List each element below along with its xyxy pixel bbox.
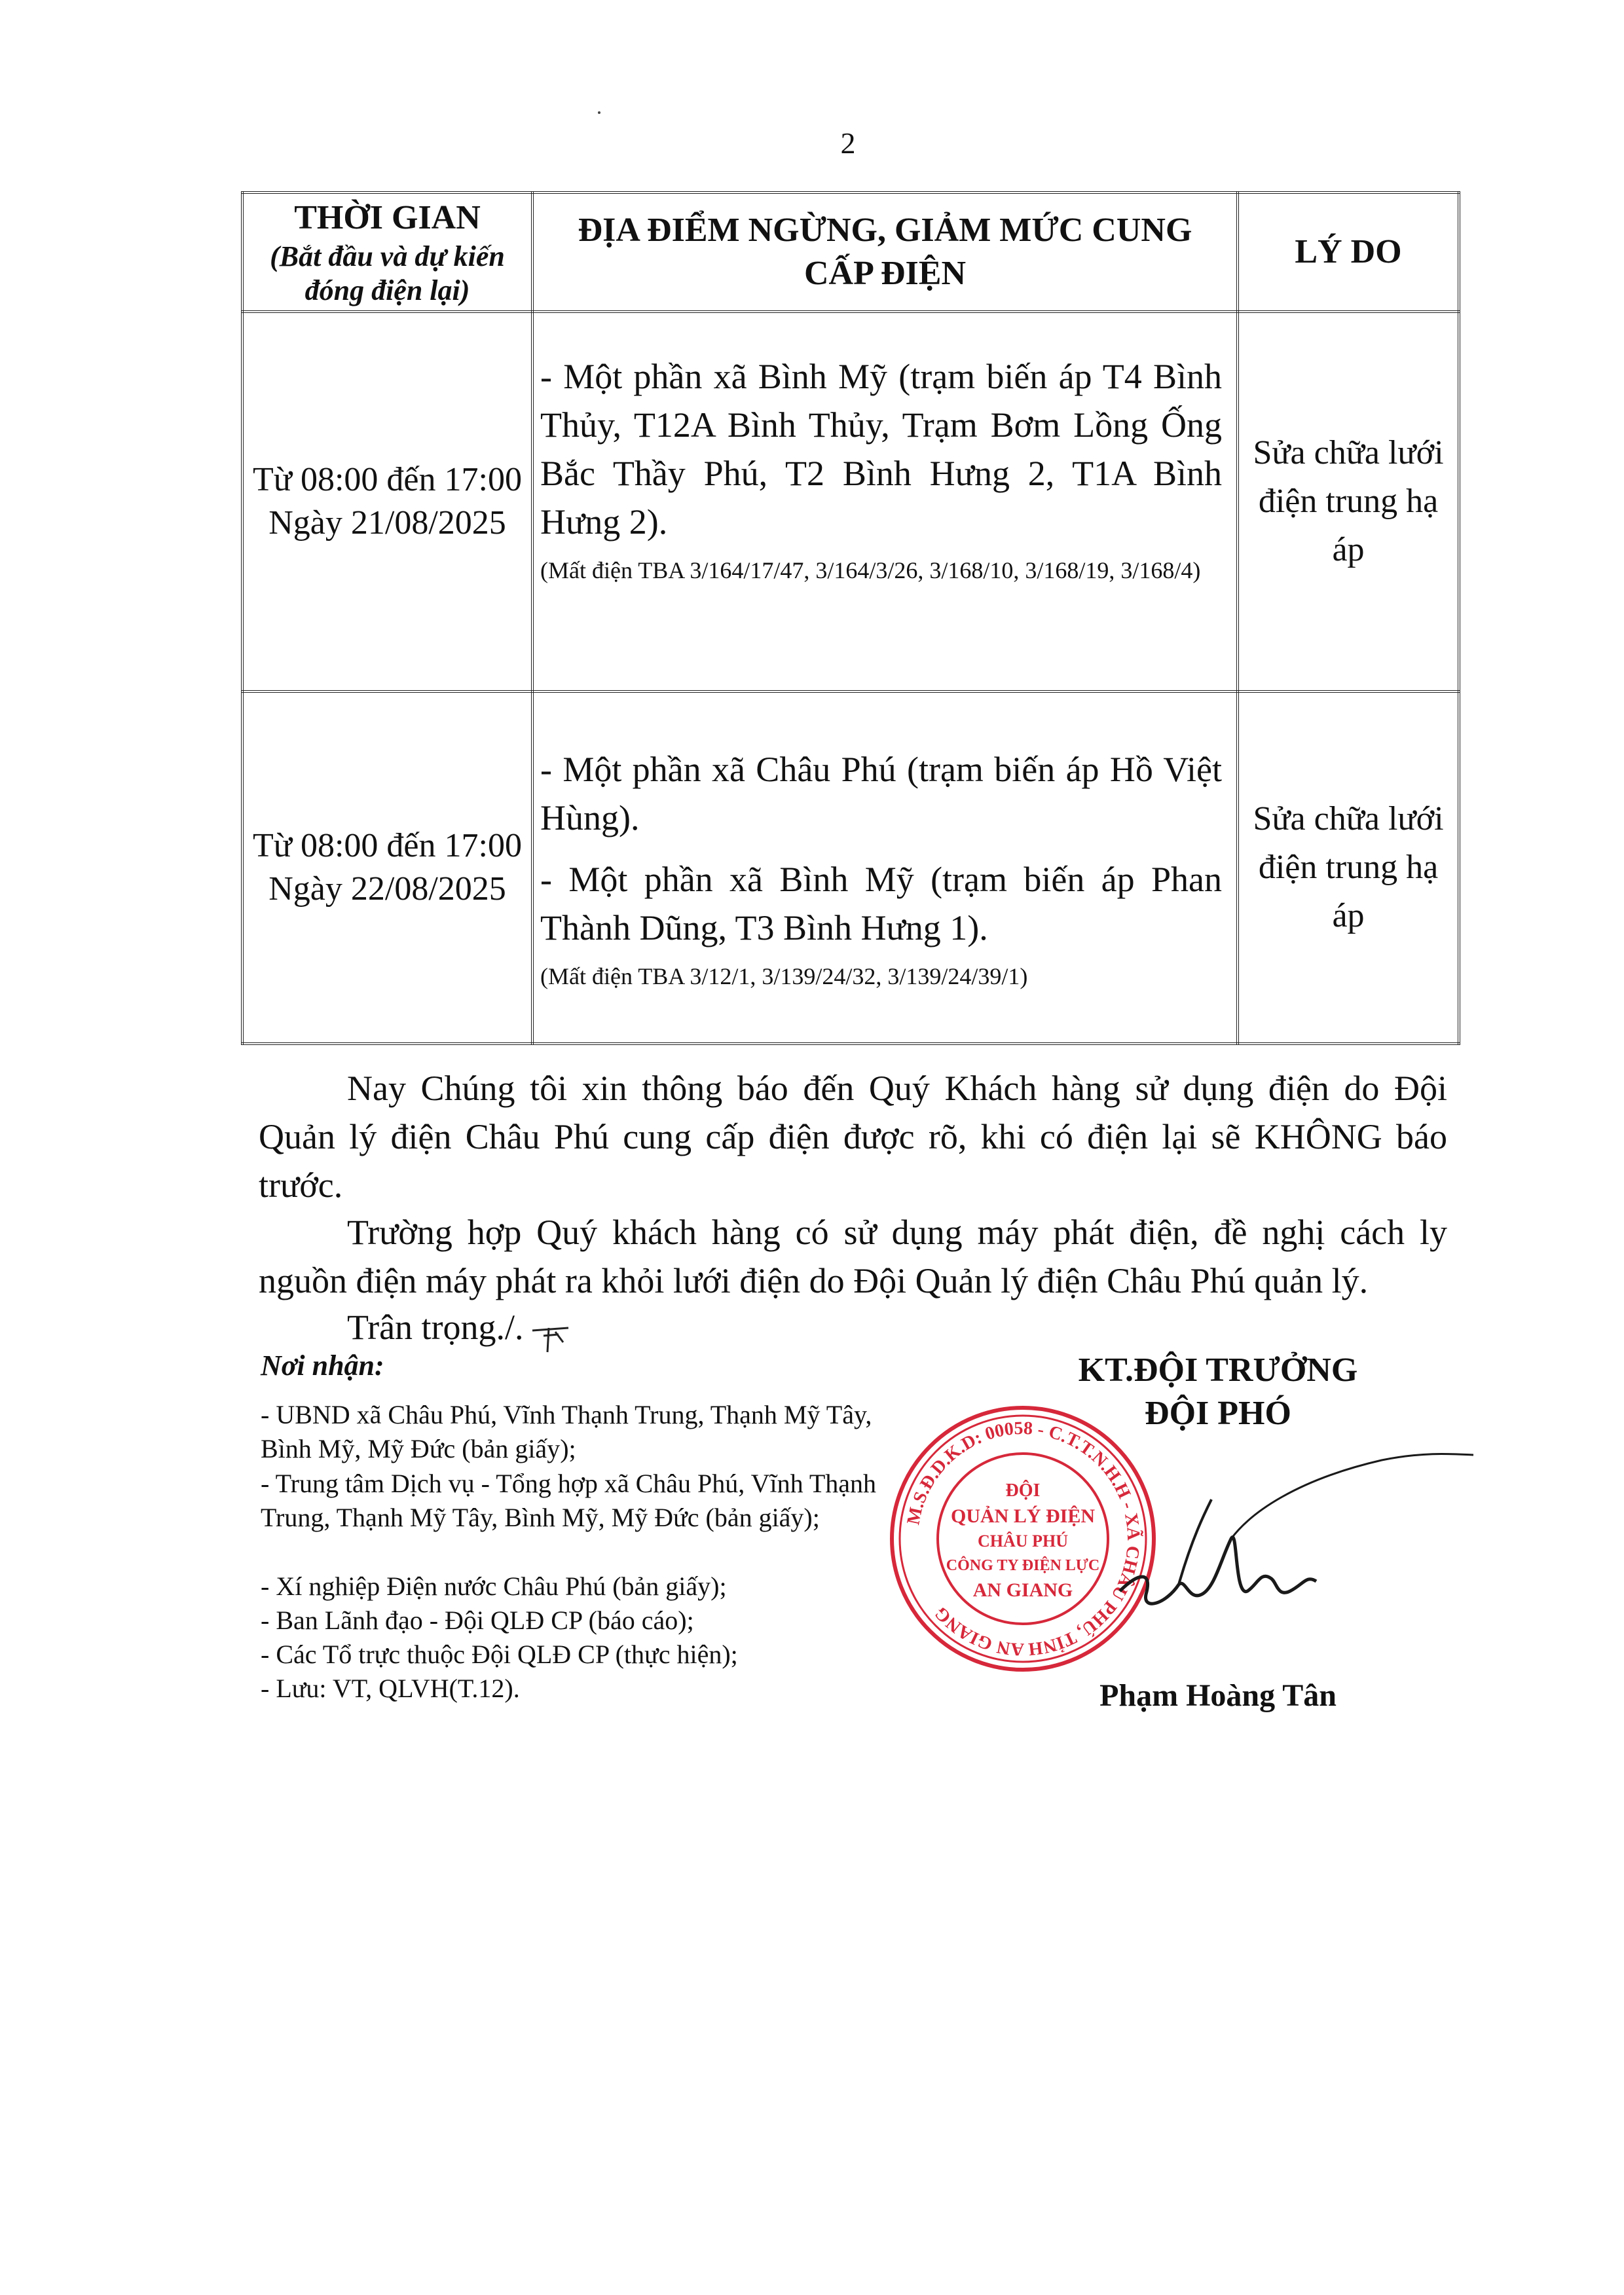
table-header-row [242, 193, 1459, 312]
stamp-line: QUẢN LÝ ĐIỆN [950, 1505, 1096, 1527]
location-cell [532, 691, 1238, 1044]
generator-paragraph: Trường hợp Quý khách hàng có sử dụng máy phát điện, đề nghị cách ly nguồn điện máy phát ra khỏi lưới điện do Đội Quản lý điện Châu Phú quản lý. [259, 1213, 1447, 1300]
location-line: - Một phần xã Bình Mỹ (trạm biến áp Phan Thành Dũng, T3 Bình Hưng 1). [540, 860, 1222, 947]
header-time-subtitle: (Bắt đầu và dự kiến đóng điện lại) [270, 240, 505, 306]
recipient-item: - UBND xã Châu Phú, Vĩnh Thạnh Trung, Thạnh Mỹ Tây, Bình Mỹ, Mỹ Đức (bản giấy); [261, 1400, 872, 1463]
location-cell [532, 312, 1238, 691]
initial-mark [529, 1323, 575, 1355]
time-cell [242, 312, 532, 691]
stamp-line: ĐỘI [1005, 1480, 1041, 1501]
notice-paragraph: Nay Chúng tôi xin thông báo đến Quý Khách hàng sử dụng điện do Đội Quản lý điện Châu Phú cung cấp điện được rõ, khi có điện lại sẽ KHÔNG báo trước. [259, 1069, 1447, 1205]
closing-text: Trân trọng./. [347, 1308, 524, 1347]
header-reason: LÝ DO [1238, 193, 1459, 312]
substation-note: (Mất điện TBA 3/12/1, 3/139/24/32, 3/139/24/39/1) [540, 963, 1028, 989]
header-time [242, 193, 532, 312]
location-line: - Một phần xã Châu Phú (trạm biến áp Hồ Việt Hùng). [540, 750, 1222, 837]
recipient-item: - Trung tâm Dịch vụ - Tổng hợp xã Châu Phú, Vĩnh Thạnh Trung, Thạnh Mỹ Tây, Bình Mỹ, Mỹ Đức (bản giấy); [261, 1469, 877, 1532]
reason-cell: Sửa chữa lưới điện trung hạ áp [1238, 691, 1459, 1044]
time-date: Ngày 22/08/2025 [268, 870, 506, 908]
signature-title-line: ĐỘI PHÓ [1145, 1395, 1291, 1432]
reason-cell: Sửa chữa lưới điện trung hạ áp [1238, 312, 1459, 691]
header-location: ĐỊA ĐIỂM NGỪNG, GIẢM MỨC CUNG CẤP ĐIỆN [532, 193, 1238, 312]
substation-note: (Mất điện TBA 3/164/17/47, 3/164/3/26, 3/168/10, 3/168/19, 3/168/4) [540, 557, 1201, 583]
stamp-line: AN GIANG [972, 1579, 1073, 1601]
recipient-item: - Lưu: VT, QLVH(T.12). [261, 1674, 520, 1703]
stamp-line: CÔNG TY ĐIỆN LỰC [946, 1557, 1100, 1574]
recipient-item: - Xí nghiệp Điện nước Châu Phú (bản giấy); [261, 1571, 727, 1601]
scan-speck [598, 111, 600, 114]
signer-name: Phạm Hoàng Tân [1099, 1678, 1337, 1713]
recipient-item: - Các Tổ trực thuộc Đội QLĐ CP (thực hiện); [261, 1640, 738, 1669]
time-cell [242, 691, 532, 1044]
stamp-ring-text: M.S.Đ.D.K.D: 00058 - C.T.T.N.H.H - XÃ CHÂU PHÚ, TỈNH AN GIANG [903, 1418, 1144, 1660]
stamp-line: CHÂU PHÚ [978, 1532, 1068, 1551]
table-row [242, 691, 1459, 1044]
page-number: 2 [840, 126, 856, 160]
signature-title-line: KT.ĐỘI TRƯỞNG [1078, 1351, 1358, 1389]
recipient-item: - Ban Lãnh đạo - Đội QLĐ CP (báo cáo); [261, 1606, 694, 1635]
time-date: Ngày 21/08/2025 [268, 504, 506, 542]
time-range: Từ 08:00 đến 17:00 [253, 461, 522, 498]
time-range: Từ 08:00 đến 17:00 [253, 827, 522, 864]
table-row [242, 312, 1459, 691]
recipients-title: Nơi nhận: [261, 1349, 384, 1382]
outage-schedule-table [241, 191, 1460, 1045]
handwritten-signature [1080, 1441, 1486, 1637]
location-line: - Một phần xã Bình Mỹ (trạm biến áp T4 Bình Thủy, T12A Bình Thủy, Trạm Bơm Lồng Ống Bắc Thầy Phú, T2 Bình Hưng 2, T1A Bình Hưng 2). [540, 357, 1222, 542]
header-time-title: THỜI GIAN [294, 199, 481, 236]
